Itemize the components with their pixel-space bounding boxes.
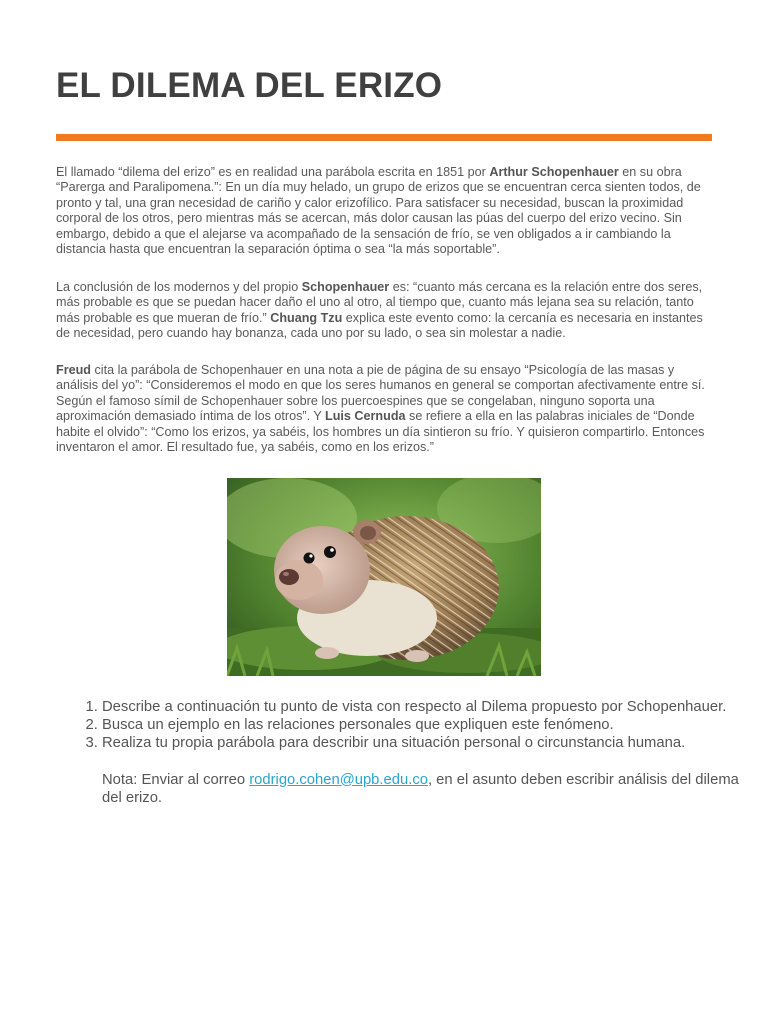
list-item: 2. Busca un ejemplo en las relaciones personales que expliquen este fenómeno. [102,716,742,734]
submission-note [102,771,742,807]
list-item [102,734,742,807]
author-name: Arthur Schopenhauer [489,165,619,179]
accent-rule [56,134,712,141]
author-name: Schopenhauer [301,280,390,294]
paragraph-conclusion [56,280,716,342]
hedgehog-image [227,478,541,676]
paragraph-intro [56,165,716,257]
text-run: en su obra “Parerga and Paralipomena.”: En un día muy helado, un grupo de erizos que se encuentran cerca sienten todos, de pronto y tal, una gran necesidad de cariño y calor erizofílico. Para satisfacer su necesidad, buscan la proximidad corporal de los otros, pero mientras más se acercan, más dolor causan las púas del cuerpo del erizo vecino. Sin embargo, debido a que el alejarse va acompañado de la sensación de frío, se ven obligados a ir cambiando la distancia hasta que encuentran la separación óptima o sea “la más soportable”. [56,165,701,257]
task-text: Realiza tu propia parábola para describir una situación personal o circunstancia humana. [102,735,686,752]
note-suffix: , en el asunto deben escribir análisis del dilema del erizo. [102,771,739,806]
paragraph-freud [56,363,716,455]
task-list [68,698,742,807]
text-run: cita la parábola de Schopenhauer en una nota a pie de página de su ensayo “Psicología de las masas y análisis del yo”: “Consideremos el modo en que los seres humanos en general se comportan afectivamente entre sí. Según el famoso símil de Schopenhauer sobre los puercoespines que se congelaban, ninguno soporta una aproximación demasiado íntima de los otros”. Y [56,363,705,424]
author-name: Luis Cernuda [325,409,406,424]
author-name: Freud [56,363,91,377]
list-item: 1. Describe a continuación tu punto de vista con respecto al Dilema propuesto por Schopenhauer. [102,698,742,716]
text-run: se refiere a ella en las palabras iniciales de “Donde habite el olvido”: “Como los erizos, ya sabéis, los hombres un día sintieron su frío. Y quisieron compartirlo. Entonces inventaron el amor. El resultado fue, ya sabéis, como en los erizos.” [56,409,705,455]
text-run: La conclusión de los modernos y del propio [56,280,302,294]
author-name: Chuang Tzu [270,310,343,325]
text-run: El llamado “dilema del erizo” es en realidad una parábola escrita en 1851 por [56,165,490,179]
email-link[interactable]: rodrigo.cohen@upb.edu.co [249,771,428,788]
note-prefix: Nota: Enviar al correo [102,771,250,788]
text-run: es: “cuanto más cercana es la relación entre dos seres, más probable es que se puedan hacer daño el uno al otro, al tiempo que, cuanto más lejana sea su relación, tanto más probable es que mueran de frío.” [56,280,703,325]
page-title: EL DILEMA DEL ERIZO [56,66,443,105]
text-run: explica este evento como: la cercanía es necesaria en instantes de necesidad, pero cuando hay bonanza, cada uno por su lado, o sea sin molestar a nadie. [56,310,703,341]
